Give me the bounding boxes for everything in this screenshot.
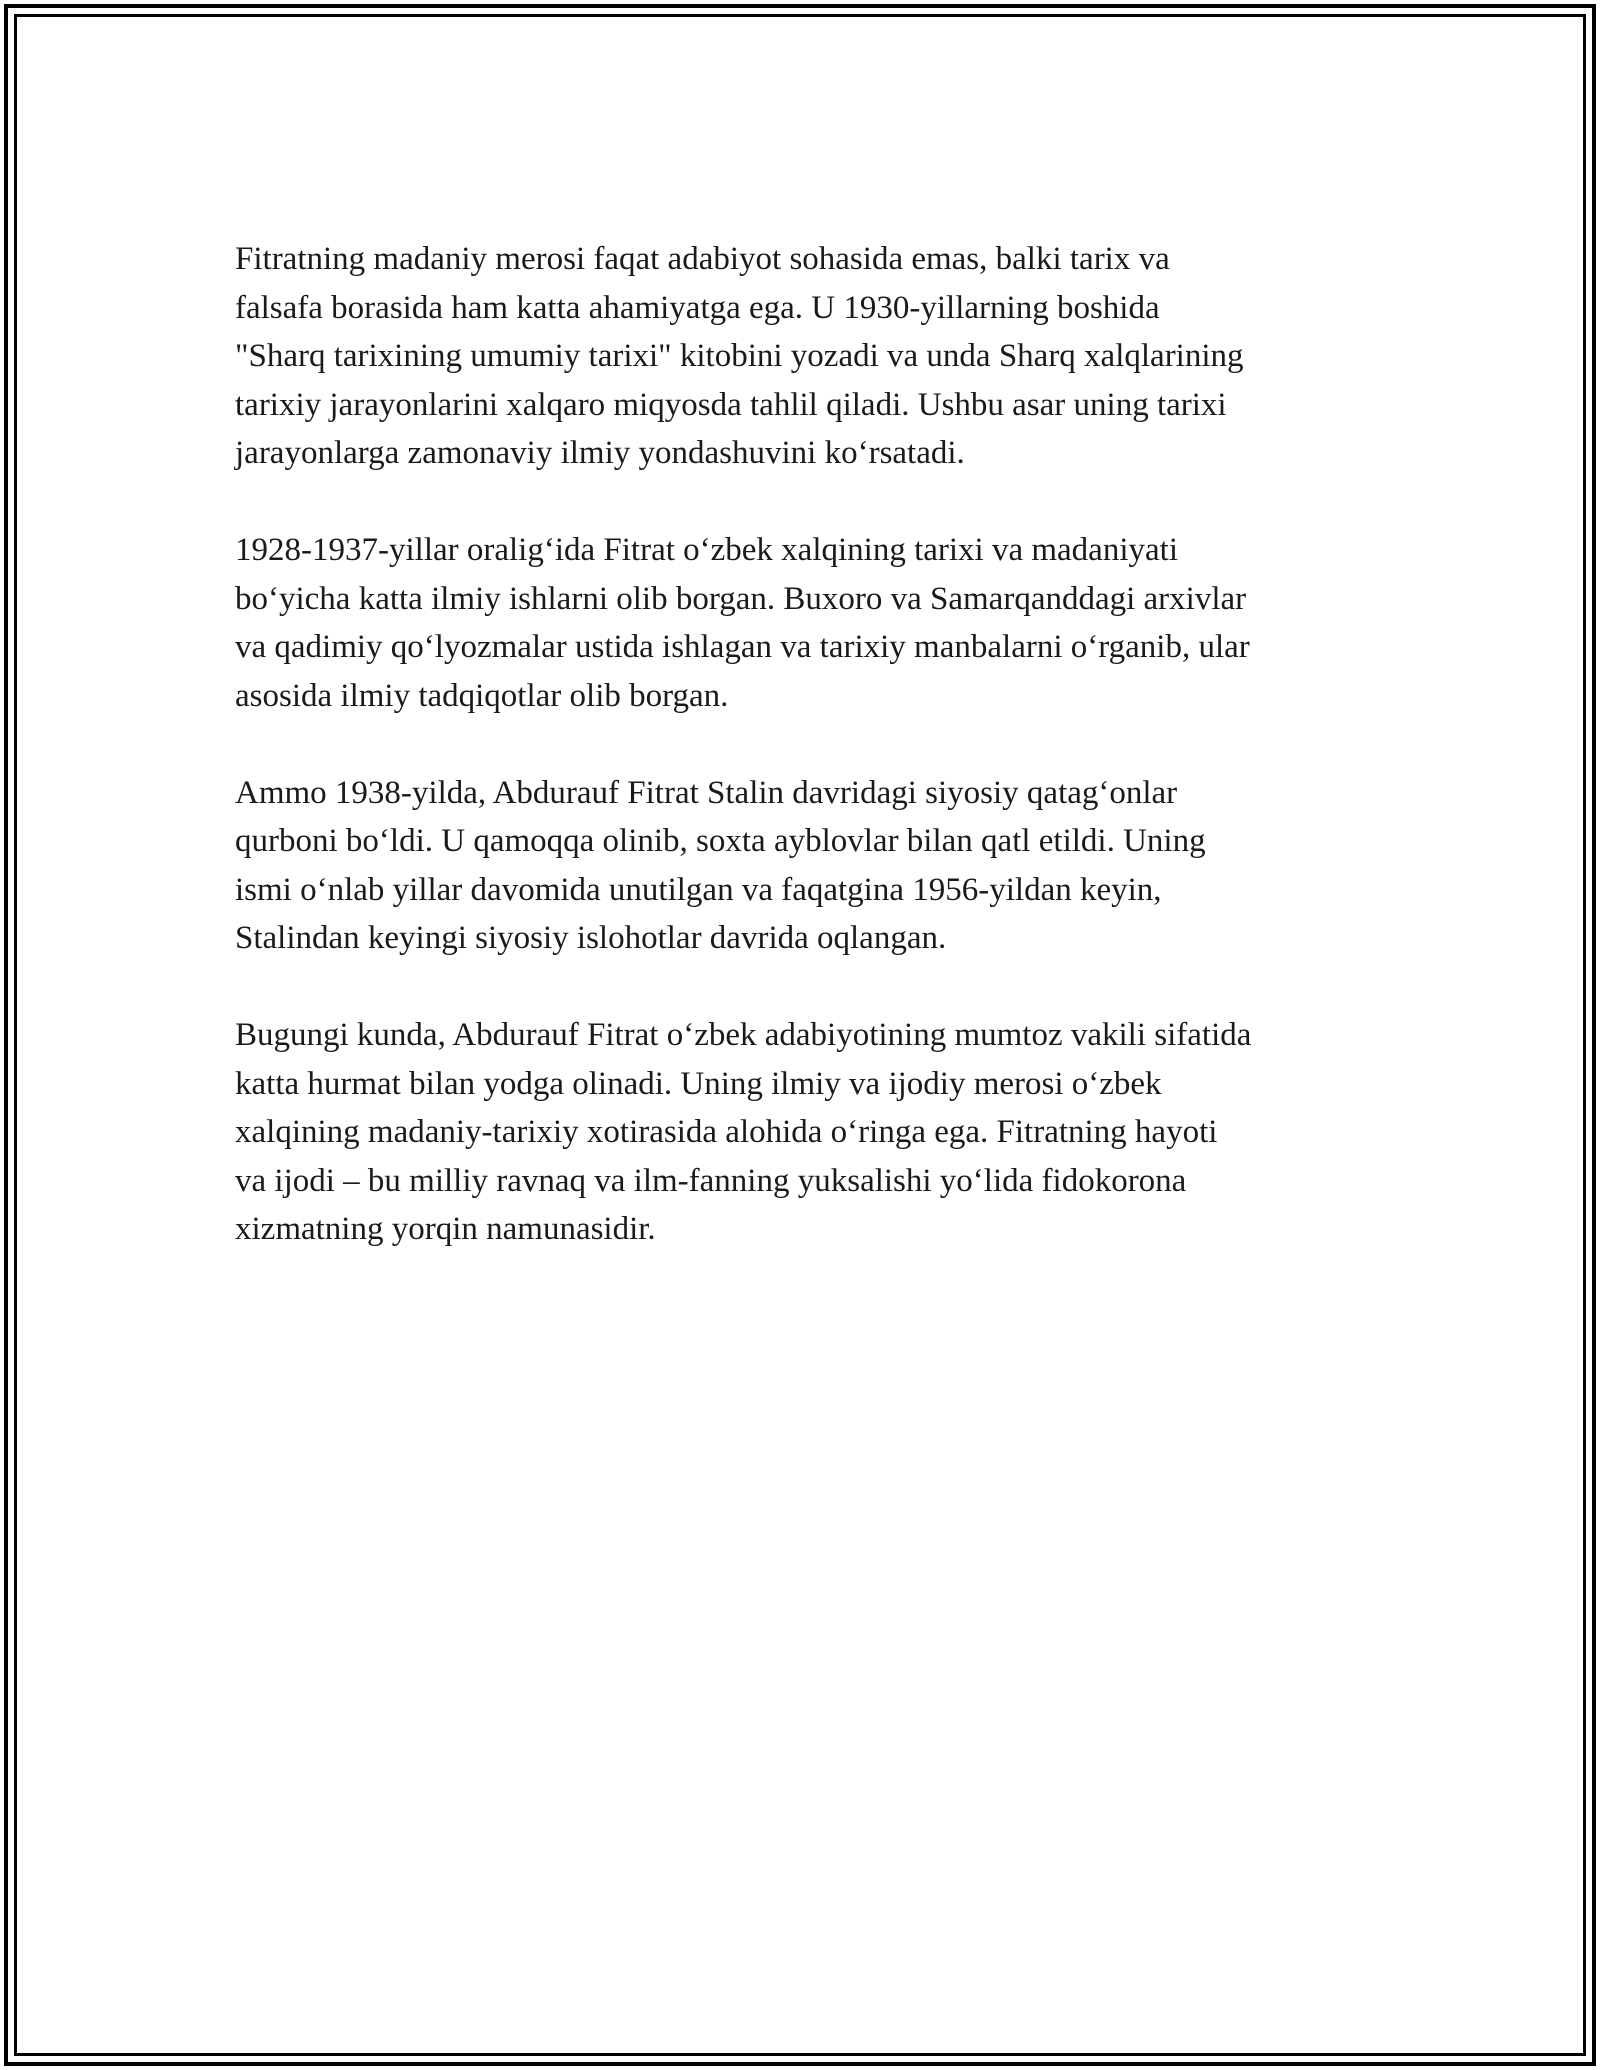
paragraph-3: Ammo 1938-yilda, Abdurauf Fitrat Stalin davridagi siyosiy qatag‘onlar qurboni bo‘ldi. U qamoqqa olinib, soxta ayblovlar bilan qatl etildi. Uning ismi o‘nlab yillar davomida unutilgan va faqatgina 1956-yildan keyin, Stalindan keyingi siyosiy islohotlar davrida oqlangan. bbox=[235, 774, 1206, 956]
paragraph-2: 1928-1937-yillar oralig‘ida Fitrat o‘zbek xalqining tarixi va madaniyati bo‘yicha katta ilmiy ishlarni olib borgan. Buxoro va Samarqanddagi arxivlar va qadimiy qo‘lyozmalar ustida ishlagan va tarixiy manbalarni o‘rganib, ular asosida ilmiy tadqiqotlar olib borgan. bbox=[235, 532, 1250, 714]
paragraph-4: Bugungi kunda, Abdurauf Fitrat o‘zbek adabiyotining mumtoz vakili sifatida katta hurmat bilan yodga olinadi. Uning ilmiy va ijodiy merosi o‘zbek xalqining madaniy-tarixiy xotirasida alohida o‘ringa ega. Fitratning hayoti va ijodi – bu milliy ravnaq va ilm-fanning yuksalishi yo‘lida fidokorona xizmatning yorqin namunasidir. bbox=[235, 1017, 1252, 1247]
paragraph-1: Fitratning madaniy merosi faqat adabiyot sohasida emas, balki tarix va falsafa borasida ham katta ahamiyatga ega. U 1930-yillarning boshida "Sharq tarixining umumiy tarixi" kitobini yozadi va unda Sharq xalqlarining tarixiy jarayonlarini xalqaro miqyosda tahlil qiladi. Ushbu asar uning tarixi jarayonlarga zamonaviy ilmiy yondashuvini ko‘rsatadi. bbox=[235, 241, 1244, 471]
document-body bbox=[235, 235, 1370, 1302]
